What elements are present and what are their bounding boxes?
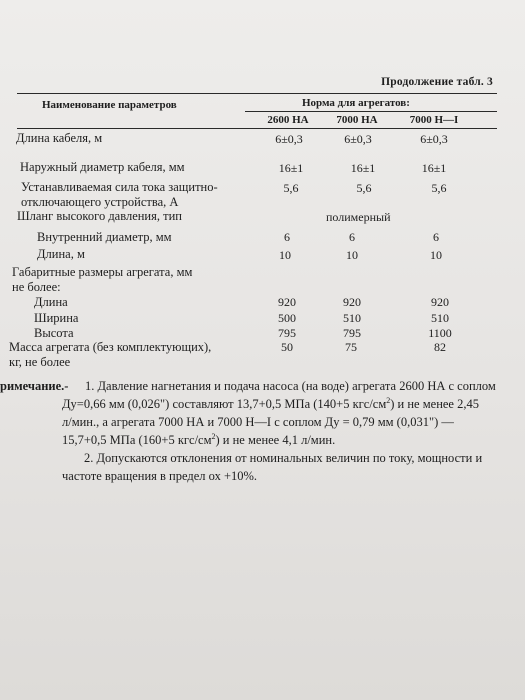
cell-width-2600na: 500	[278, 311, 296, 325]
cell-cable-length-7000na: 6±0,3	[344, 132, 372, 146]
cell-mass-7000n1: 82	[434, 340, 446, 354]
cell-length-7000n1: 920	[431, 295, 449, 309]
notes-prefix: римечание.-	[0, 379, 69, 393]
note-2-line-2: частоте вращения в предел ох +10%.	[62, 469, 258, 483]
note-1-line-4: 15,7+0,5 МПа (160+5 кгс/$см^2$) и не менее 4,1 л/мин.	[62, 431, 336, 447]
row-label-hose-type: Шланг высокого давления, тип	[17, 209, 182, 223]
cell-width-7000n1: 510	[431, 311, 449, 325]
row-label-cable-length: Длина кабеля, м	[16, 131, 103, 145]
cell-height-2600na: 795	[278, 326, 296, 340]
table-top-rule	[17, 93, 497, 94]
row-label-height: Высота	[34, 326, 74, 340]
row-label-current: Устанавливаемая сила тока защитно-	[21, 180, 218, 194]
row-label-hose-length: Длина, м	[37, 247, 85, 261]
cell-current-7000na: 5,6	[356, 181, 372, 195]
cell-height-7000na: 795	[343, 326, 361, 340]
column-header-7000n1: 7000 Н—I	[409, 114, 459, 126]
cell-height-7000n1: 1100	[428, 326, 452, 340]
cell-inner-diameter-7000na: 6	[349, 230, 355, 244]
cell-hose-type: полимерный	[326, 210, 391, 224]
cell-mass-7000na: 75	[345, 340, 357, 354]
cell-length-2600na: 920	[278, 295, 296, 309]
row-label-dimensions-line2: не более:	[12, 280, 61, 294]
cell-cable-length-7000n1: 6±0,3	[420, 132, 448, 146]
cell-mass-2600na: 50	[281, 340, 293, 354]
row-label-length: Длина	[34, 295, 68, 309]
cell-length-7000na: 920	[343, 295, 361, 309]
header-parameters: Наименование параметров	[42, 99, 177, 111]
cell-hose-length-2600na: 10	[279, 248, 291, 262]
column-header-7000na: 7000 НА	[336, 114, 378, 126]
table-header-bottom-rule	[17, 128, 497, 129]
cell-hose-length-7000n1: 10	[430, 248, 442, 262]
note-1-line-2: Ду=0,66 мм (0,026") составляют 13,7+0,5 МПа (140+5 кгс/$см^2$) и не менее 2,45	[62, 395, 479, 411]
note-1-line-3: л/мин., а агрегата 7000 НА и 7000 Н—I с соплом Ду = 0,79 мм (0,031") —	[62, 415, 454, 429]
cell-inner-diameter-7000n1: 6	[433, 230, 439, 244]
row-label-inner-diameter: Внутренний диаметр, мм	[37, 230, 172, 244]
column-header-2600na: 2600 НА	[267, 114, 309, 126]
row-label-current-line2: отключающего устройства, А	[21, 195, 179, 209]
cell-cable-length-2600na: 6±0,3	[275, 132, 303, 146]
table-caption: Продолжение табл. 3	[381, 76, 493, 88]
cell-width-7000na: 510	[343, 311, 361, 325]
note-2-line-1: 2. Допускаются отклонения от номинальных величин по току, мощности и	[84, 451, 483, 465]
row-label-cable-diameter: Наружный диаметр кабеля, мм	[20, 160, 185, 174]
row-label-mass: Масса агрегата (без комплектующих),	[9, 340, 212, 354]
row-label-dimensions: Габаритные размеры агрегата, мм	[12, 265, 193, 279]
note-1-line-1: 1. Давление нагнетания и подача насоса (на воде) агрегата 2600 НА с соплом	[85, 379, 496, 393]
cell-cable-diameter-7000n1: 16±1	[421, 161, 447, 175]
header-norm: Норма для агрегатов:	[302, 97, 410, 109]
cell-current-7000n1: 5,6	[431, 181, 447, 195]
row-label-mass-line2: кг, не более	[9, 355, 71, 369]
cell-hose-length-7000na: 10	[346, 248, 358, 262]
norm-header-rule	[245, 111, 497, 112]
cell-current-2600na: 5,6	[283, 181, 299, 195]
cell-cable-diameter-2600na: 16±1	[278, 161, 304, 175]
cell-inner-diameter-2600na: 6	[284, 230, 290, 244]
row-label-width: Ширина	[34, 311, 79, 325]
cell-cable-diameter-7000na: 16±1	[350, 161, 376, 175]
